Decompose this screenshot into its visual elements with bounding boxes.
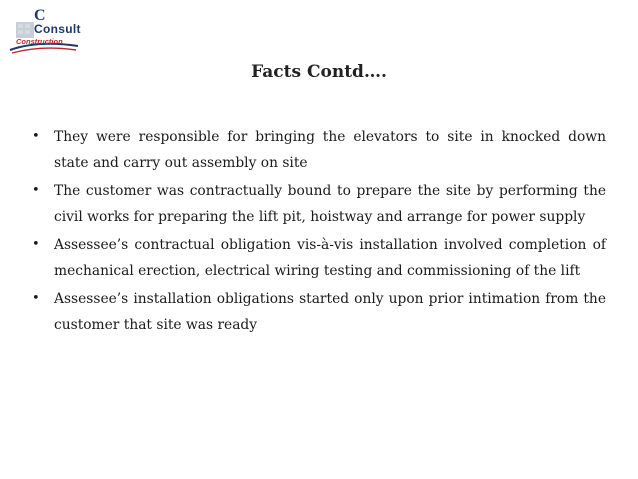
bullet-text: Assessee’s contractual obligation vis-à-vis installation involved completion of mechanical erection, electrical wiring testing and commissioning of the lift <box>54 237 606 279</box>
bullet-item <box>32 232 606 284</box>
company-logo <box>8 6 82 58</box>
logo-letter: C <box>34 7 46 24</box>
bullet-dot-icon: • <box>32 291 40 306</box>
bullet-dot-icon: • <box>32 129 40 144</box>
logo-word-consult: Consult <box>34 22 81 36</box>
logo-word-construction: Construction <box>16 37 63 46</box>
bullet-text: Assessee’s installation obligations started only upon prior intimation from the customer that site was ready <box>54 291 606 333</box>
bullet-item <box>32 124 606 176</box>
bullet-item <box>32 178 606 230</box>
bullet-item <box>32 286 606 338</box>
bullet-text: The customer was contractually bound to prepare the site by performing the civil works for preparing the lift pit, hoistway and arrange for power supply <box>54 183 606 225</box>
bullet-dot-icon: • <box>32 183 40 198</box>
bullet-dot-icon: • <box>32 237 40 252</box>
bullet-list <box>32 124 606 340</box>
bullet-text: They were responsible for bringing the elevators to site in knocked down state and carry out assembly on site <box>54 129 606 171</box>
slide-title: Facts Contd…. <box>251 62 387 82</box>
